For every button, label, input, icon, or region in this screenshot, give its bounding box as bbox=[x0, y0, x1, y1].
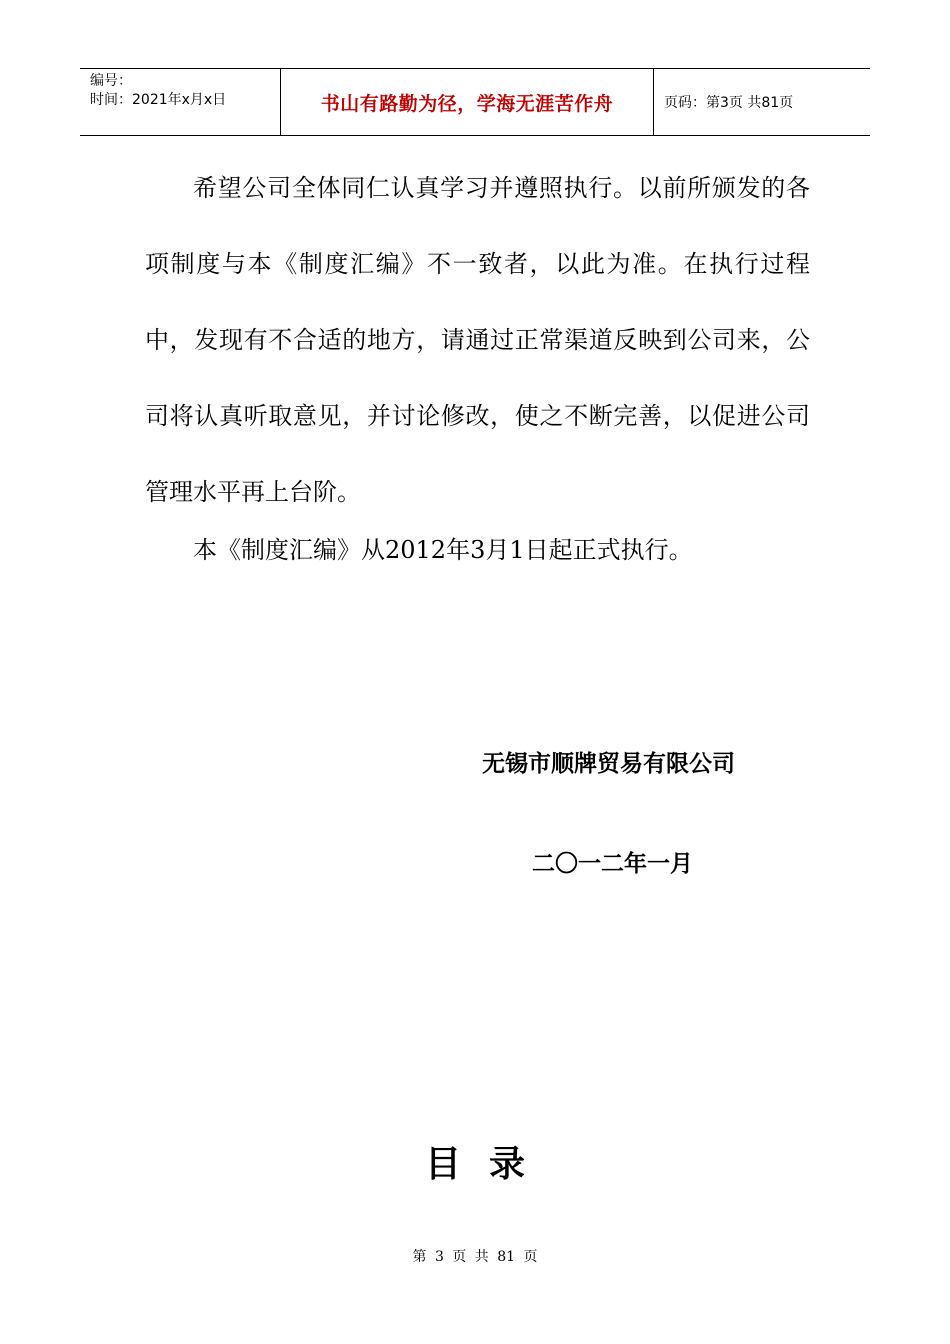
header-time-label: 时间：2021年x月x日 bbox=[90, 92, 227, 108]
header-motto: 书山有路勤为径，学海无涯苦作舟 bbox=[320, 92, 614, 115]
toc-title: 目录 bbox=[424, 1144, 553, 1185]
body-paragraph-1: 希望公司全体同仁认真学习并遵照执行。以前所颁发的各项制度与本《制度汇编》不一致者，以此为准。在执行过程中，发现有不合适的地方，请通过正常渠道反映到公司来，公司将认真听取意见，并讨论修改，使之不断完善，以促进公司管理水平再上台阶。 bbox=[145, 174, 810, 506]
page-header bbox=[80, 68, 870, 136]
body-paragraph-2: 本《制度汇编》从2012年3月1日起正式执行。 bbox=[193, 536, 693, 564]
header-page-cell bbox=[654, 69, 870, 135]
page-footer: 第 3 页 共 81 页 bbox=[412, 1249, 538, 1265]
header-motto-cell bbox=[281, 69, 654, 135]
header-meta-cell bbox=[80, 69, 281, 135]
signature-company: 无锡市顺牌贸易有限公司 bbox=[482, 751, 735, 777]
signature-date: 二〇一二年一月 bbox=[532, 851, 693, 877]
header-number-label: 编号： bbox=[90, 73, 132, 89]
header-page-info: 页码：第3页 共81页 bbox=[664, 95, 794, 111]
